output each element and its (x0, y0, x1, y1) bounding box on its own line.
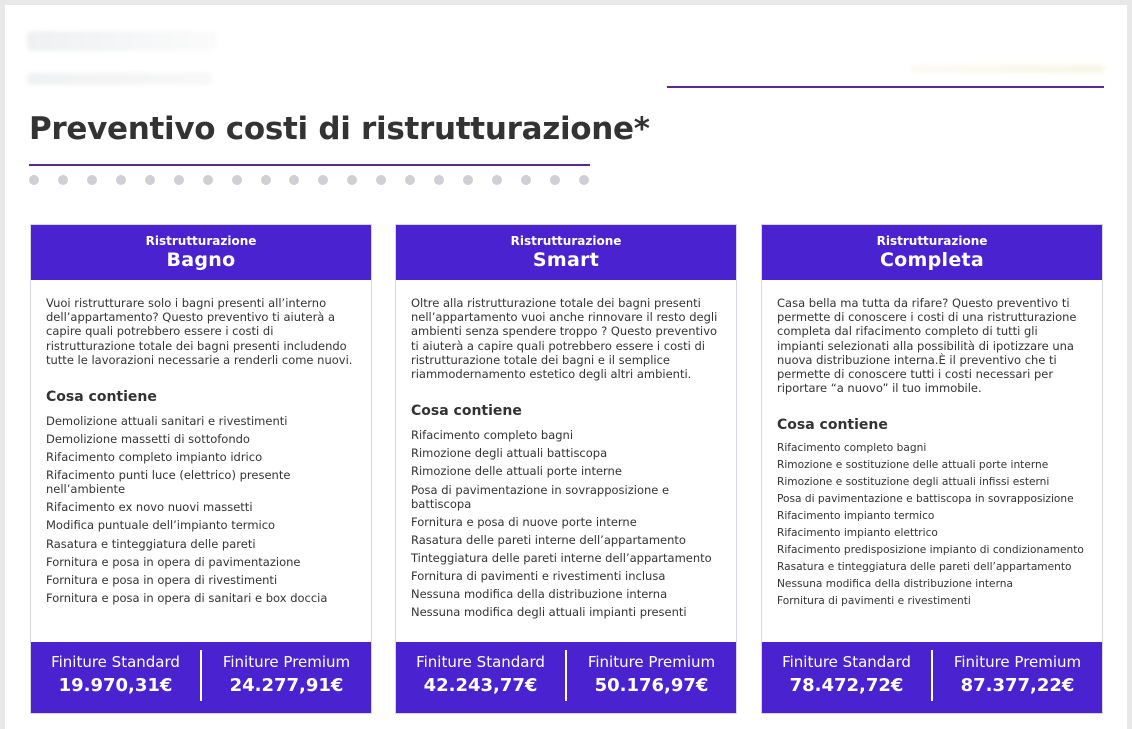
separator-dot (579, 175, 589, 185)
card-bagno[interactable] (30, 224, 372, 714)
list-item: Fornitura di pavimenti e rivestimenti inclusa (411, 568, 666, 583)
contents-list (46, 414, 356, 605)
price-premium[interactable] (933, 642, 1102, 713)
separator-dot (463, 175, 473, 185)
price-standard[interactable] (396, 642, 565, 713)
list-item: Demolizione massetti di sottofondo (46, 432, 250, 447)
separator-dot (203, 175, 213, 185)
separator-dot (376, 175, 386, 185)
separator-dot (289, 175, 299, 185)
card-header (762, 225, 1102, 280)
list-item: Rifacimento completo bagni (411, 428, 574, 443)
list-item: Fornitura di pavimenti e rivestimenti (777, 595, 971, 608)
list-item: Rimozione delle attuali porte interne (411, 464, 622, 479)
separator-dot (550, 175, 560, 185)
card-description: Oltre alla ristrutturazione totale dei bagni presenti nell’appartamento vuoi anche rinnovare il resto degli ambienti senza spendere troppo ? Questo preventivo ti aiuterà a capire quali potrebbero essere i costi di ristrutturazione totale dei bagni e il semplice riammodernamento estetico degli altri ambienti. (411, 296, 718, 382)
price-footer (762, 642, 1102, 713)
card-header (31, 225, 371, 280)
price-premium[interactable] (567, 642, 736, 713)
card-description: Vuoi ristrutturare solo i bagni presenti all’interno dell’appartamento? Questo preventivo ti aiuterà a capire quali potrebbero essere i costi di ristrutturazione totale dei bagni presenti includendo tutte le lavorazioni necessarie a renderli come nuovi. (46, 296, 353, 367)
price-premium-value: 50.176,97€ (594, 675, 709, 696)
contents-list (411, 428, 721, 619)
list-item: Nessuna modifica della distribuzione interna (777, 578, 1013, 591)
header-right-text (910, 65, 1105, 73)
title-underline (29, 164, 590, 166)
price-standard-label: Finiture Standard (416, 653, 545, 671)
price-standard-value: 19.970,31€ (58, 675, 173, 696)
separator-dot (405, 175, 415, 185)
card-completa[interactable] (761, 224, 1103, 714)
card-kicker: Ristrutturazione (876, 234, 988, 248)
list-item: Rasatura e tinteggiatura delle pareti dell’appartamento (777, 561, 1072, 574)
list-item: Rifacimento completo bagni (777, 442, 927, 455)
contents-heading: Cosa contiene (777, 417, 888, 434)
logo[interactable] (27, 31, 217, 51)
card-kicker: Ristrutturazione (145, 234, 257, 248)
list-item: Rimozione e sostituzione delle attuali porte interne (777, 459, 1049, 472)
card-title: Completa (879, 249, 985, 271)
list-item: Rifacimento impianto termico (777, 510, 935, 523)
separator-dot (261, 175, 271, 185)
list-item: Fornitura e posa in opera di pavimentazione (46, 554, 301, 569)
separator-dot (145, 175, 155, 185)
separator-dot (521, 175, 531, 185)
list-item: Demolizione attuali sanitari e rivestimenti (46, 414, 288, 429)
list-item: Modifica puntuale dell’impianto termico (46, 518, 276, 533)
contents-heading: Cosa contiene (411, 403, 522, 420)
price-standard[interactable] (762, 642, 931, 713)
separator-dot (347, 175, 357, 185)
price-premium-value: 24.277,91€ (229, 675, 344, 696)
list-item: Rifacimento predisposizione impianto di condizionamento (777, 544, 1084, 557)
price-footer (31, 642, 371, 713)
contents-heading: Cosa contiene (46, 389, 157, 406)
separator-dot (434, 175, 444, 185)
separator-dot (232, 175, 242, 185)
list-item: Nessuna modifica della distribuzione interna (411, 586, 668, 601)
list-item: Fornitura e posa di nuove porte interne (411, 514, 637, 529)
separator-dot (116, 175, 126, 185)
price-standard-label: Finiture Standard (782, 653, 911, 671)
separator-dot (58, 175, 68, 185)
price-premium[interactable] (202, 642, 371, 713)
list-item: Rasatura e tinteggiatura delle pareti (46, 536, 256, 551)
card-title: Smart (532, 249, 600, 271)
separator-dot (87, 175, 97, 185)
price-standard-value: 78.472,72€ (789, 675, 904, 696)
card-body (396, 280, 736, 619)
card-title: Bagno (166, 249, 236, 271)
list-item: Fornitura e posa in opera di rivestimenti (46, 572, 278, 587)
list-item: Nessuna modifica degli attuali impianti presenti (411, 605, 687, 620)
dot-separator (29, 175, 589, 187)
card-smart[interactable] (395, 224, 737, 714)
list-item: Fornitura e posa in opera di sanitari e box doccia (46, 590, 328, 605)
list-item: Rifacimento punti luce (elettrico) presente nell’ambiente (46, 468, 291, 497)
page-title: Preventivo costi di ristrutturazione* (29, 111, 650, 147)
header-divider (667, 86, 1104, 88)
price-premium-value: 87.377,22€ (960, 675, 1075, 696)
price-footer (396, 642, 736, 713)
card-description: Casa bella ma tutta da rifare? Questo preventivo ti permette di conoscere i costi di una ristrutturazione completa dal rifacimento completo di tutti gli impianti selezionati alla possibilità di ipotizzare una nuova distribuzione interna.È il preventivo che ti permette di conoscere tutti i costi necessari per riportare “a nuovo” il tuo immobile. (777, 296, 1077, 396)
list-item: Rimozione degli attuali battiscopa (411, 446, 608, 461)
list-item: Rasatura delle pareti interne dell’appartamento (411, 532, 686, 547)
list-item: Posa di pavimentazione e battiscopa in sovrapposizione (777, 493, 1074, 506)
separator-dot (29, 175, 39, 185)
list-item: Rifacimento ex novo nuovi massetti (46, 500, 253, 515)
list-item: Rifacimento completo impianto idrico (46, 450, 263, 465)
price-standard-value: 42.243,77€ (423, 675, 538, 696)
card-kicker: Ristrutturazione (510, 234, 622, 248)
price-standard-label: Finiture Standard (51, 653, 180, 671)
header-subtext (27, 73, 212, 85)
list-item: Tinteggiatura delle pareti interne dell’appartamento (411, 550, 712, 565)
price-premium-label: Finiture Premium (953, 653, 1082, 671)
list-item: Posa di pavimentazione in sovrapposizione e battiscopa (411, 482, 670, 511)
price-premium-label: Finiture Premium (587, 653, 716, 671)
card-body (762, 280, 1102, 608)
separator-dot (318, 175, 328, 185)
price-standard[interactable] (31, 642, 200, 713)
list-item: Rifacimento impianto elettrico (777, 527, 938, 540)
list-item: Rimozione e sostituzione degli attuali infissi esterni (777, 476, 1050, 489)
separator-dot (174, 175, 184, 185)
card-header (396, 225, 736, 280)
contents-list (777, 442, 1087, 608)
price-premium-label: Finiture Premium (222, 653, 351, 671)
card-body (31, 280, 371, 605)
page (5, 5, 1127, 729)
separator-dot (492, 175, 502, 185)
